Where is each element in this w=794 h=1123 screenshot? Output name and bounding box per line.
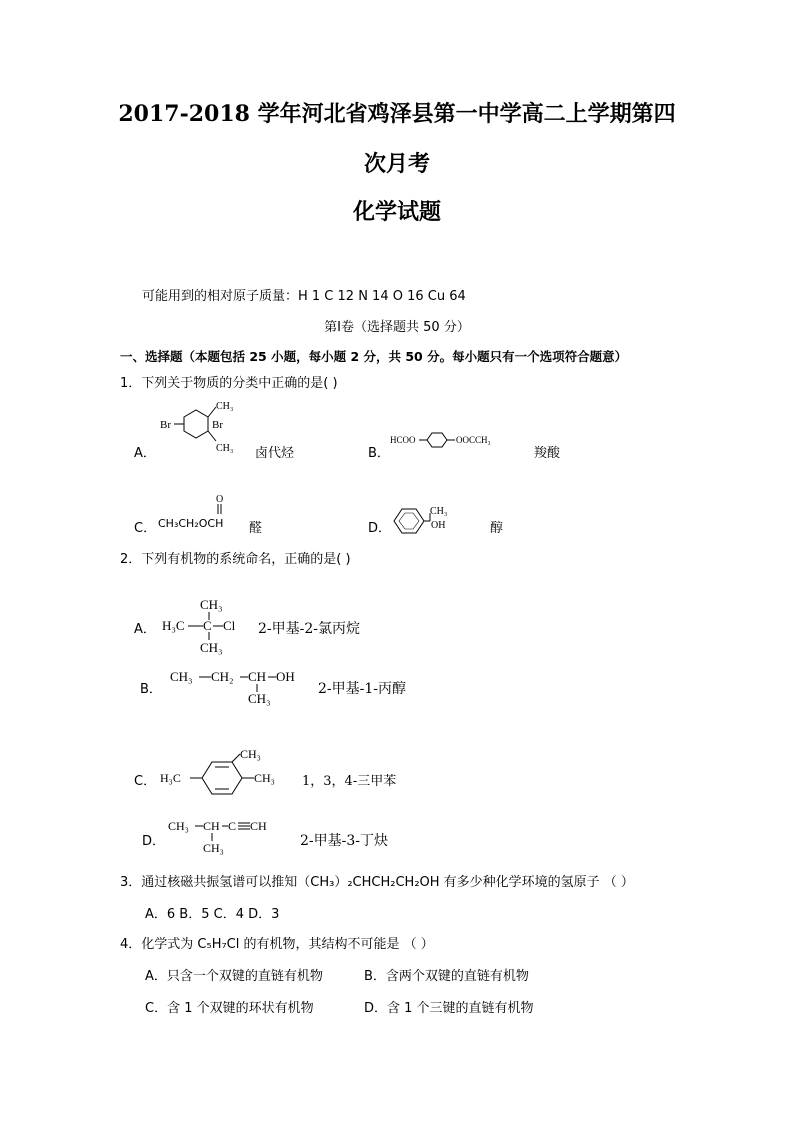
q1-option-c-formula: CH₃CH₂OCH xyxy=(158,517,224,530)
q1-option-a-name: 卤代烃 xyxy=(255,446,295,461)
q1-stem: 1．下列关于物质的分类中正确的是( ) xyxy=(120,376,338,391)
svg-text:OH: OH xyxy=(431,520,446,531)
q1-a-structure xyxy=(158,395,248,465)
q2-b-structure xyxy=(168,665,318,707)
q2-a-structure xyxy=(160,592,250,656)
svg-text:C: C xyxy=(203,618,212,633)
q2-c-structure xyxy=(160,748,290,808)
svg-text:CH₃: CH₃ xyxy=(248,691,271,706)
q1-option-c-label: C． xyxy=(134,521,157,536)
q4-option-c: C．含 1 个双键的环状有机物 xyxy=(145,1001,314,1016)
q1-option-d-name: 醇 xyxy=(490,521,504,536)
svg-text:H₃C: H₃C xyxy=(162,618,185,633)
page-title-line2: 次月考 xyxy=(363,151,430,177)
svg-text:CH₃: CH₃ xyxy=(430,506,448,517)
svg-text:CH₃: CH₃ xyxy=(240,747,261,761)
atomic-masses: 可能用到的相对原子质量：H 1 C 12 N 14 O 16 Cu 64 xyxy=(142,289,466,304)
q2-option-d-label: D． xyxy=(142,834,166,849)
q1-option-a-label: A． xyxy=(134,446,156,461)
q2-d-structure xyxy=(168,816,288,858)
svg-text:OOCCH₃: OOCCH₃ xyxy=(456,435,491,445)
page-title: 2017-2018 学年河北省鸡泽县第一中学高二上学期第四 xyxy=(118,101,676,127)
svg-text:CH₃: CH₃ xyxy=(216,443,234,454)
volume-title: 第Ⅰ卷（选择题共 50 分） xyxy=(324,320,470,335)
q1-b-structure xyxy=(390,428,520,454)
svg-text:HCOO: HCOO xyxy=(390,435,416,445)
svg-text:CH₃: CH₃ xyxy=(200,597,223,612)
svg-text:CH: CH xyxy=(203,819,220,833)
svg-text:CH₃: CH₃ xyxy=(216,401,234,412)
q2-option-c-label: C． xyxy=(134,774,157,789)
q2-option-d-name: 2-甲基-3-丁炔 xyxy=(300,833,389,849)
svg-text:H₃C: H₃C xyxy=(160,771,181,785)
q1-option-b-name: 羧酸 xyxy=(534,446,561,461)
svg-text:CH₃: CH₃ xyxy=(168,819,189,833)
q4-stem: 4．化学式为 C₅H₇Cl 的有机物，其结构不可能是 （ ） xyxy=(120,937,434,952)
q2-option-b-name: 2-甲基-1-丙醇 xyxy=(318,681,407,697)
svg-text:Br: Br xyxy=(212,419,223,431)
svg-text:CH₃: CH₃ xyxy=(254,771,275,785)
svg-text:OH: OH xyxy=(276,669,295,684)
q4-option-b: B．含两个双键的直链有机物 xyxy=(364,969,529,984)
svg-text:CH: CH xyxy=(248,669,267,684)
section-title: 一、选择题（本题包括 25 小题，每小题 2 分，共 50 分。每小题只有一个选项符合题意） xyxy=(120,349,628,364)
svg-text:CH₃: CH₃ xyxy=(203,841,224,855)
svg-text:CH: CH xyxy=(250,819,267,833)
q4-option-a: A．只含一个双键的直链有机物 xyxy=(145,969,323,984)
q1-option-d-label: D． xyxy=(368,521,392,536)
q1-option-c-name: 醛 xyxy=(249,521,263,536)
q2-option-b-label: B． xyxy=(140,682,162,697)
svg-text:CH₃: CH₃ xyxy=(170,669,193,684)
svg-text:O: O xyxy=(216,494,224,505)
q3-options: A．6 B．5 C．4 D．3 xyxy=(145,907,280,922)
subject-title: 化学试题 xyxy=(352,199,441,225)
q2-option-a-label: A． xyxy=(134,622,156,637)
q2-option-a-name: 2-甲基-2-氯丙烷 xyxy=(258,621,361,637)
q3-stem: 3．通过核磁共振氢谱可以推知（CH₃）₂CHCH₂CH₂OH 有多少种化学环境的氢原子 （ ） xyxy=(120,875,634,890)
q2-option-c-name: 1，3，4-三甲苯 xyxy=(302,774,397,789)
q1-option-b-label: B． xyxy=(368,446,390,461)
q2-stem: 2．下列有机物的系统命名，正确的是( ) xyxy=(120,552,351,567)
svg-text:CH₃: CH₃ xyxy=(200,640,223,655)
q1-d-structure xyxy=(390,503,470,539)
svg-text:CH₂: CH₂ xyxy=(211,669,234,684)
svg-text:Cl: Cl xyxy=(223,618,236,633)
svg-text:C: C xyxy=(228,819,237,833)
q4-option-d: D．含 1 个三键的直链有机物 xyxy=(364,1001,534,1016)
svg-text:Br: Br xyxy=(160,419,171,431)
